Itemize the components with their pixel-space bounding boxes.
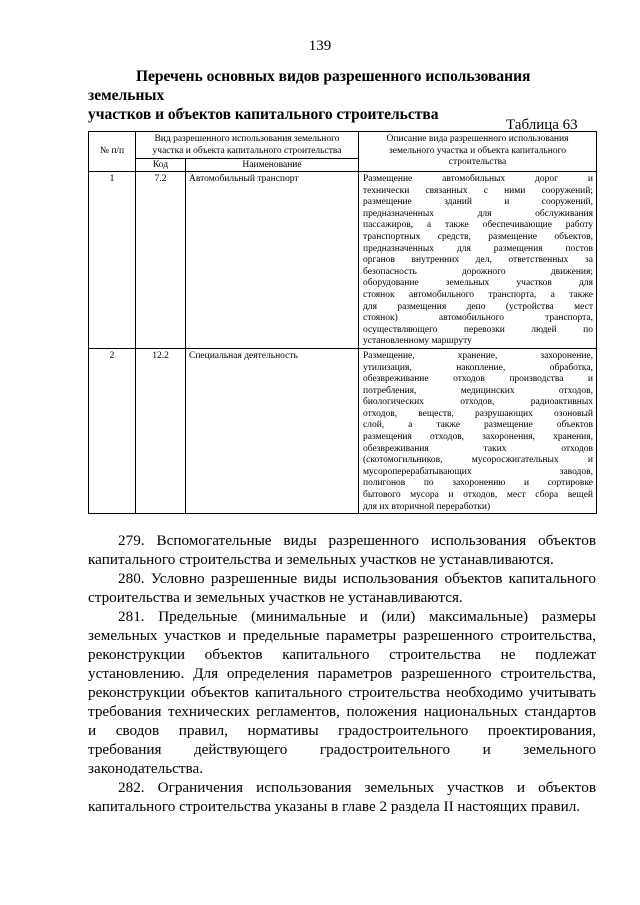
table-body — [89, 172, 597, 514]
page-number: 139 — [308, 38, 332, 54]
paragraph-line: требования технических регламентов, положения национальных стандартов — [88, 703, 596, 720]
header-num: № п/п — [89, 132, 136, 172]
description-line: безопасность дорожного движения; — [363, 266, 593, 277]
description-line: транспортных средств, размещение объектов, — [363, 231, 593, 242]
document-title — [88, 67, 608, 124]
title-line-2: участков и объектов капитального строительства — [88, 106, 439, 123]
row-name: Автомобильный транспорт — [186, 172, 359, 349]
header-description: Описание вида разрешенного использования земельного участка и объекта капитального строительства — [359, 132, 597, 172]
description-line: пассажиров, а также обеспечивающие работу — [363, 220, 593, 231]
description-line: мусороперерабатывающих заводов, — [363, 466, 593, 477]
row-number: 1 — [89, 172, 136, 349]
description-line: предназначенных для обслуживания — [363, 208, 593, 219]
description-line: установленному маршруту — [363, 336, 472, 347]
table-caption: Таблица 63 — [506, 117, 578, 133]
description-line: Размещение автомобильных дорог и — [363, 174, 593, 184]
paragraph-line: установлению. Для определения параметров разрешенного строительства, — [88, 665, 596, 682]
description-line: для размещения депо (устройства мест — [363, 301, 593, 312]
header-code: Код — [136, 159, 186, 172]
description-line: бытового мусора и отходов, мест сбора вещей — [363, 490, 593, 501]
row-code: 12.2 — [136, 348, 186, 513]
description-line: стоянок) автомобильного транспорта, — [363, 313, 593, 324]
row-description — [359, 172, 597, 349]
paragraph-line: 281. Предельные (минимальные и (или) максимальные) размеры — [118, 608, 596, 625]
description-line: обезвреживание отходов производства и — [363, 374, 593, 385]
row-number: 2 — [89, 348, 136, 513]
paragraph-line: требования действующего градостроительного и земельного — [88, 741, 596, 758]
paragraph-line: 280. Условно разрешенные виды использования объектов капитального — [118, 570, 596, 587]
description-line: для их вторичной переработки) — [363, 501, 491, 512]
description-line: размещения отходов, захоронения, хранения, — [363, 432, 593, 443]
description-line: органов внутренних дел, ответственных за — [363, 255, 593, 266]
description-line: стоянок автомобильного транспорта, а также — [363, 289, 593, 300]
description-line: отходов, веществ, разрушающих озоновый — [363, 408, 593, 419]
description-line: потребления, медицинских отходов, — [363, 385, 593, 396]
description-line: слой, а также размещение объектов — [363, 420, 593, 431]
paragraph-line: 279. Вспомогательные виды разрешенного использования объектов — [118, 532, 596, 549]
paragraph-line: капитального строительства указаны в главе 2 раздела II настоящих правил. — [88, 798, 581, 815]
paragraph-line: и сводов правил, нормативы градостроительного проектирования, — [88, 722, 596, 739]
paragraph-line: законодательства. — [88, 760, 204, 777]
description-line: биологических отходов, радиоактивных — [363, 397, 593, 408]
description-line: осуществляющего перевозки людей по — [363, 324, 593, 335]
description-line: утилизация, накопление, обработка, — [363, 362, 593, 373]
table-row — [89, 172, 597, 349]
description-line: технически связанных с ними сооружений; — [363, 185, 593, 196]
paragraph-line: земельных участков и предельные параметры разрешенного строительства, — [88, 627, 596, 644]
row-description — [359, 348, 597, 513]
header-name: Наименование — [186, 159, 359, 172]
table-row — [89, 348, 597, 513]
paragraph-line: реконструкции объектов капитального строительства не подлежат — [88, 646, 596, 663]
paragraph — [88, 607, 596, 778]
description-line: размещение зданий и сооружений, — [363, 197, 593, 208]
land-use-table — [88, 131, 597, 514]
paragraph — [88, 531, 596, 569]
title-line-1: Перечень основных видов разрешенного использования земельных — [88, 68, 531, 104]
paragraph-line: капитального строительства и земельных участков не устанавливаются. — [88, 551, 554, 568]
paragraph-line: реконструкции объектов капитального строительства необходимо учитывать — [88, 684, 596, 701]
description-line: полигонов по захоронению и сортировке — [363, 478, 593, 489]
paragraph — [88, 778, 596, 816]
body-text — [88, 531, 596, 816]
description-line: предназначенных для размещения постов — [363, 243, 593, 254]
paragraph — [88, 569, 596, 607]
description-line: оборудование земельных участков для — [363, 278, 593, 289]
description-line: Размещение, хранение, захоронение, — [363, 350, 593, 361]
description-line: (скотомогильников, мусоросжигательных и — [363, 455, 593, 466]
paragraph-line: строительства и земельных участков не устанавливаются. — [88, 589, 463, 606]
header-kind: Вид разрешенного использования земельного участка и объекта капитального строительства — [136, 132, 359, 159]
row-name: Специальная деятельность — [186, 348, 359, 513]
paragraph-line: 282. Ограничения использования земельных участков и объектов — [118, 779, 596, 796]
row-code: 7.2 — [136, 172, 186, 349]
description-line: обезвреживания таких отходов — [363, 443, 593, 454]
